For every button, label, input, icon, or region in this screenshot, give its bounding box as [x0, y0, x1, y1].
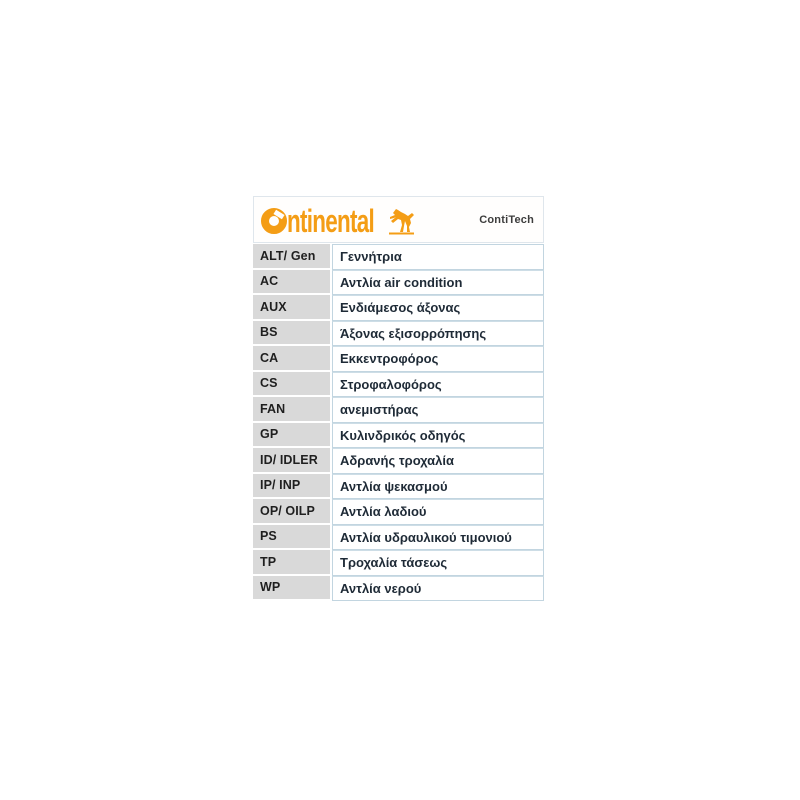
- abbreviation-cell: AC: [253, 270, 330, 296]
- abbreviation-cell: CS: [253, 372, 330, 398]
- abbreviation-cell: WP: [253, 576, 330, 602]
- table-row: [253, 244, 544, 270]
- abbreviation-cell: ID/ IDLER: [253, 448, 330, 474]
- continental-logo-text: ntinental: [287, 202, 375, 239]
- abbreviation-cell: AUX: [253, 295, 330, 321]
- description-cell: Στροφαλοφόρος: [332, 372, 544, 398]
- table-row: [253, 346, 544, 372]
- abbreviation-cell: GP: [253, 423, 330, 449]
- description-cell: Αντλία υδραυλικού τιμονιού: [332, 525, 544, 551]
- table-row: [253, 321, 544, 347]
- horse-icon: [388, 207, 418, 235]
- abbreviation-cell: PS: [253, 525, 330, 551]
- description-cell: Αντλία νερού: [332, 576, 544, 602]
- table-row: [253, 499, 544, 525]
- description-cell: Ενδιάμεσος άξονας: [332, 295, 544, 321]
- abbreviation-table: [253, 244, 544, 601]
- abbreviation-cell: BS: [253, 321, 330, 347]
- description-cell: Εκκεντροφόρος: [332, 346, 544, 372]
- table-row: [253, 423, 544, 449]
- table-row: [253, 295, 544, 321]
- description-cell: ανεμιστήρας: [332, 397, 544, 423]
- abbreviation-cell: ALT/ Gen: [253, 244, 330, 270]
- abbreviation-cell: OP/ OILP: [253, 499, 330, 525]
- description-cell: Αδρανής τροχαλία: [332, 448, 544, 474]
- abbreviation-cell: IP/ INP: [253, 474, 330, 500]
- table-row: [253, 550, 544, 576]
- brand-table-card: [253, 196, 544, 601]
- continental-c-mark-icon: [261, 208, 287, 234]
- table-row: [253, 474, 544, 500]
- continental-logo: [261, 202, 418, 239]
- contitech-label: ContiTech: [479, 213, 534, 226]
- table-row: [253, 525, 544, 551]
- abbreviation-cell: CA: [253, 346, 330, 372]
- table-row: [253, 397, 544, 423]
- table-row: [253, 372, 544, 398]
- brand-header: [253, 196, 544, 243]
- table-row: [253, 448, 544, 474]
- table-row: [253, 270, 544, 296]
- description-cell: Τροχαλία τάσεως: [332, 550, 544, 576]
- abbreviation-cell: TP: [253, 550, 330, 576]
- description-cell: Κυλινδρικός οδηγός: [332, 423, 544, 449]
- description-cell: Αντλία ψεκασμού: [332, 474, 544, 500]
- description-cell: Αντλία λαδιού: [332, 499, 544, 525]
- description-cell: Άξονας εξισορρόπησης: [332, 321, 544, 347]
- table-row: [253, 576, 544, 602]
- description-cell: Αντλία air condition: [332, 270, 544, 296]
- abbreviation-cell: FAN: [253, 397, 330, 423]
- description-cell: Γεννήτρια: [332, 244, 544, 270]
